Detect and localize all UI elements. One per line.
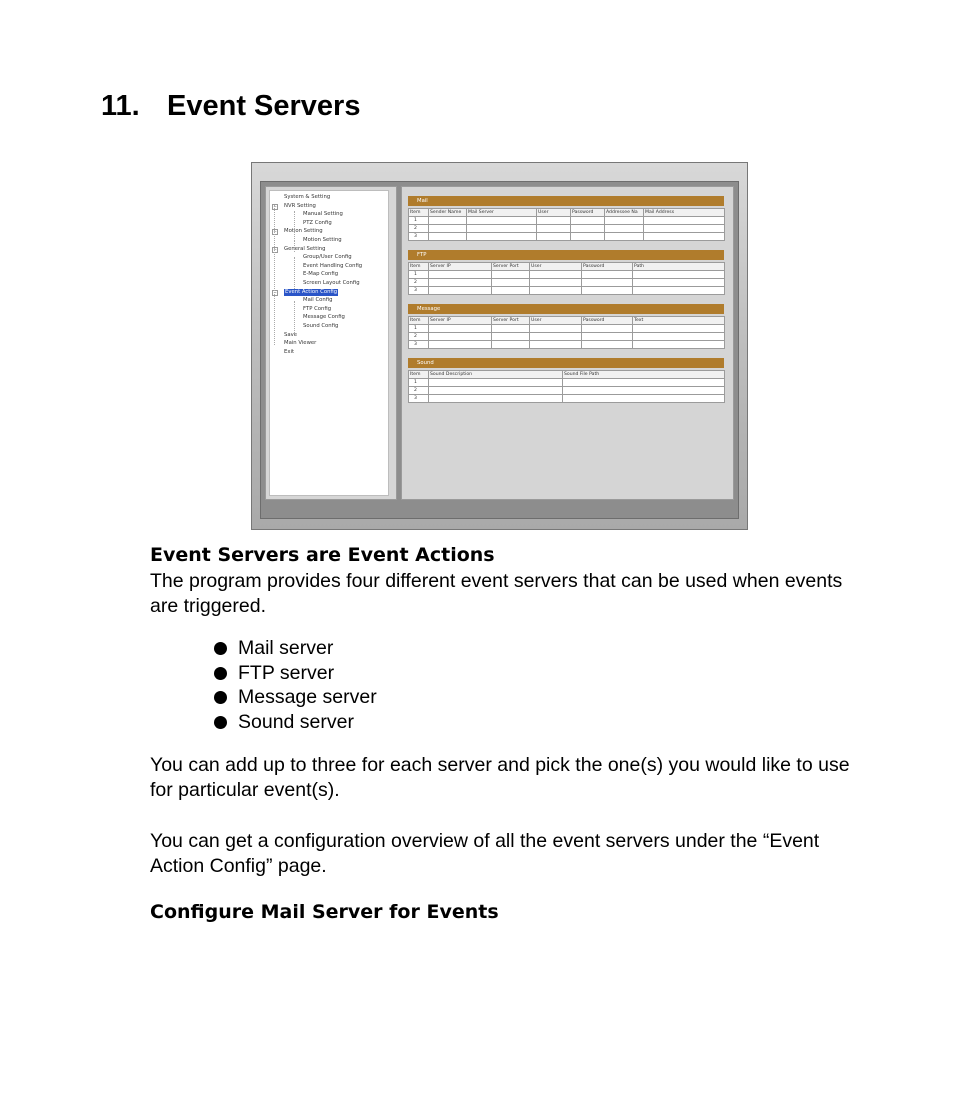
row-item-number[interactable]: 2 (409, 333, 429, 341)
table-cell[interactable] (633, 279, 725, 287)
section-number: 11. (101, 90, 140, 122)
table-cell[interactable] (633, 271, 725, 279)
row-item-number[interactable]: 3 (409, 287, 429, 295)
paragraph-add-servers: You can add up to three for each server and pick the one(s) you would like to use for particular event(s). (150, 754, 850, 801)
table-cell[interactable] (530, 341, 582, 349)
app-window (260, 181, 739, 519)
tree-item[interactable]: FTP Config (303, 305, 332, 312)
table-cell[interactable] (633, 325, 725, 333)
column-header[interactable]: Text (633, 317, 725, 325)
column-header[interactable]: User (537, 209, 571, 217)
tree-item[interactable]: PTZ Config (303, 219, 332, 226)
tree-item[interactable]: Motion Setting (303, 237, 342, 243)
column-header[interactable]: Item (409, 209, 429, 217)
tree-item[interactable]: Event Handling Config (303, 262, 363, 269)
table-cell[interactable] (633, 287, 725, 295)
server-list-item (214, 636, 377, 661)
row-item-number[interactable]: 1 (409, 217, 429, 225)
subheading-configure-mail: Configure Mail Server for Events (150, 901, 499, 923)
tree-expand-icon[interactable]: − (273, 246, 277, 252)
section-heading (101, 90, 360, 123)
tree-item[interactable]: Manual Setting (303, 211, 343, 218)
table-cell[interactable] (563, 379, 725, 387)
table-cell[interactable] (644, 217, 725, 225)
table-row[interactable] (409, 271, 725, 279)
column-header[interactable]: Password (582, 263, 633, 271)
table-cell[interactable] (605, 233, 644, 241)
column-header[interactable]: Sender Name (429, 209, 467, 217)
bullet-icon (214, 691, 227, 704)
table-cell[interactable] (492, 341, 530, 349)
tree-item[interactable]: Sound Config (303, 323, 339, 329)
tree-item[interactable]: Message Config (303, 314, 345, 321)
section-header-ftp: FTP (408, 250, 724, 260)
table-cell[interactable] (429, 325, 492, 333)
table-cell[interactable] (563, 395, 725, 403)
tree-item[interactable]: System & Setting (284, 194, 331, 200)
bullet-icon (214, 716, 227, 729)
column-header[interactable]: Mail Server (467, 209, 537, 217)
column-header[interactable]: Password (571, 209, 605, 217)
table-cell[interactable] (467, 217, 537, 225)
column-header[interactable]: User (530, 263, 582, 271)
table-cell[interactable] (492, 271, 530, 279)
row-item-number[interactable]: 3 (409, 233, 429, 241)
server-list-item (214, 661, 377, 686)
table-cell[interactable] (571, 225, 605, 233)
table-cell[interactable] (644, 233, 725, 241)
bullet-icon (214, 642, 227, 655)
tree-connector (294, 301, 295, 333)
server-table-ftp (408, 262, 725, 295)
table-row[interactable] (409, 287, 725, 295)
table-cell[interactable] (582, 333, 633, 341)
table-cell[interactable] (467, 225, 537, 233)
table-cell[interactable] (429, 233, 467, 241)
table-cell[interactable] (429, 271, 492, 279)
table-cell[interactable] (633, 341, 725, 349)
column-header[interactable]: Item (409, 317, 429, 325)
section-header-mail: Mail (408, 196, 724, 206)
row-item-number[interactable]: 3 (409, 395, 429, 403)
row-item-number[interactable]: 3 (409, 341, 429, 349)
server-list (214, 636, 377, 734)
intro-paragraph: The program provides four different event servers that can be used when events are triggered. (150, 570, 843, 617)
table-cell[interactable] (633, 333, 725, 341)
table-cell[interactable] (582, 287, 633, 295)
table-cell[interactable] (429, 287, 492, 295)
table-cell[interactable] (429, 225, 467, 233)
tree-item[interactable]: Save (284, 331, 298, 338)
server-list-label: Message server (238, 686, 377, 708)
event-action-config-screenshot (251, 162, 748, 530)
bullet-icon (214, 667, 227, 680)
column-header[interactable]: Server Port (492, 317, 530, 325)
column-header[interactable]: Addressee Na (605, 209, 644, 217)
table-cell[interactable] (467, 233, 537, 241)
column-header[interactable]: Path (633, 263, 725, 271)
tree-item[interactable]: Screen Layout Config (303, 280, 360, 286)
tree-item[interactable]: General Setting (284, 245, 326, 252)
column-header[interactable]: Server IP (429, 263, 492, 271)
table-cell[interactable] (530, 287, 582, 295)
table-cell[interactable] (571, 233, 605, 241)
tree-item[interactable]: Motion Setting (284, 228, 323, 235)
table-cell[interactable] (582, 341, 633, 349)
column-header[interactable]: User (530, 317, 582, 325)
row-item-number[interactable]: 1 (409, 271, 429, 279)
table-row[interactable] (409, 233, 725, 241)
column-header[interactable]: Sound Description (429, 371, 563, 379)
table-cell[interactable] (429, 279, 492, 287)
tree-connector (294, 257, 295, 289)
tree-item[interactable]: NVR Setting (284, 202, 316, 209)
table-cell[interactable] (492, 325, 530, 333)
table-cell[interactable] (563, 387, 725, 395)
tree-item[interactable]: Exit (284, 348, 295, 355)
table-row[interactable] (409, 225, 725, 233)
table-cell[interactable] (530, 333, 582, 341)
tree-item[interactable]: Mail Config (303, 297, 333, 304)
column-header[interactable]: Password (582, 317, 633, 325)
row-item-number[interactable]: 1 (409, 325, 429, 333)
column-header[interactable]: Server IP (429, 317, 492, 325)
table-row[interactable] (409, 379, 725, 387)
table-cell[interactable] (571, 217, 605, 225)
column-header[interactable]: Server Port (492, 263, 530, 271)
table-cell[interactable] (537, 225, 571, 233)
tree-item[interactable]: Event Action Config (285, 288, 338, 295)
table-cell[interactable] (530, 279, 582, 287)
tree-connector (294, 240, 295, 252)
table-cell[interactable] (492, 333, 530, 341)
table-cell[interactable] (530, 325, 582, 333)
server-list-label: FTP server (238, 661, 335, 684)
table-row[interactable] (409, 279, 725, 287)
column-header[interactable]: Sound File Path (563, 371, 725, 379)
section-header-message: Message (408, 304, 724, 314)
navigation-panel (265, 186, 397, 500)
row-item-number[interactable]: 2 (409, 387, 429, 395)
table-cell[interactable] (429, 217, 467, 225)
table-cell[interactable] (429, 341, 492, 349)
table-row[interactable] (409, 217, 725, 225)
tree-item[interactable]: Main Viewer (284, 340, 317, 347)
table-cell[interactable] (582, 279, 633, 287)
table-cell[interactable] (429, 387, 563, 395)
tree-expand-icon[interactable]: − (273, 229, 277, 235)
table-row[interactable] (409, 395, 725, 403)
table-cell[interactable] (582, 271, 633, 279)
settings-tree (269, 190, 389, 496)
table-cell[interactable] (582, 325, 633, 333)
column-header[interactable]: Item (409, 263, 429, 271)
tree-item[interactable]: Group/User Config (303, 254, 352, 261)
section-title: Event Servers (167, 90, 361, 122)
row-item-number[interactable]: 2 (409, 225, 429, 233)
table-row[interactable] (409, 387, 725, 395)
row-item-number[interactable]: 1 (409, 379, 429, 387)
server-list-item (214, 710, 377, 735)
table-cell[interactable] (530, 271, 582, 279)
table-cell[interactable] (492, 287, 530, 295)
section-header-sound: Sound (408, 358, 724, 368)
server-list-label: Mail server (238, 637, 334, 659)
column-header[interactable]: Item (409, 371, 429, 379)
server-list-label: Sound server (238, 710, 354, 733)
server-table-mail (408, 208, 725, 241)
tree-expand-icon[interactable]: − (273, 203, 277, 209)
table-row[interactable] (409, 341, 725, 349)
server-table-message (408, 316, 725, 349)
table-cell[interactable] (429, 379, 563, 387)
table-cell[interactable] (429, 395, 563, 403)
table-cell[interactable] (537, 217, 571, 225)
event-servers-panel (401, 186, 734, 500)
table-cell[interactable] (605, 225, 644, 233)
table-row[interactable] (409, 333, 725, 341)
subheading-event-actions: Event Servers are Event Actions (150, 544, 495, 566)
tree-connector (294, 211, 295, 239)
table-cell[interactable] (644, 225, 725, 233)
table-cell[interactable] (429, 333, 492, 341)
tree-expand-icon[interactable]: − (273, 289, 277, 295)
tree-item[interactable]: E-Map Config (303, 271, 339, 278)
paragraph-overview: You can get a configuration overview of all the event servers under the “Event Action Config” page. (150, 830, 820, 877)
row-item-number[interactable]: 2 (409, 279, 429, 287)
tree-connector (274, 205, 275, 345)
table-cell[interactable] (537, 233, 571, 241)
server-list-item (214, 685, 377, 710)
table-cell[interactable] (492, 279, 530, 287)
server-table-sound (408, 370, 725, 403)
table-cell[interactable] (605, 217, 644, 225)
table-row[interactable] (409, 325, 725, 333)
column-header[interactable]: Mail Address (644, 209, 725, 217)
